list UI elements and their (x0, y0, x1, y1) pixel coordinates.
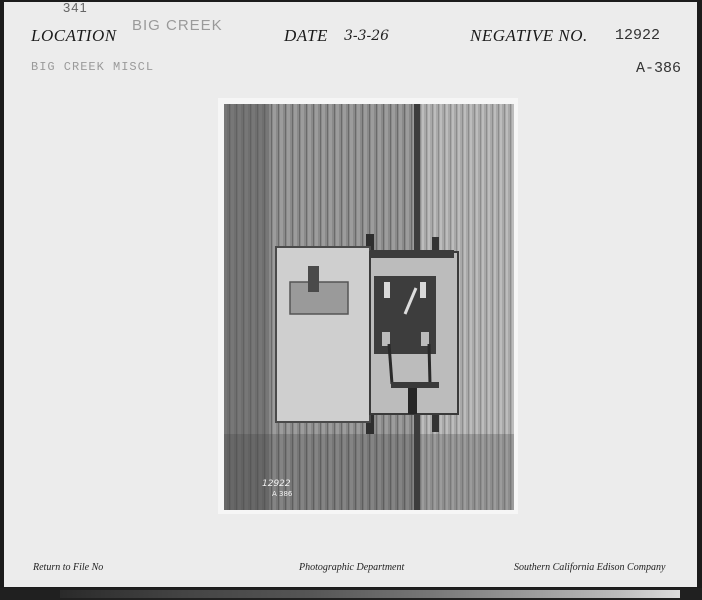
corner-number: 341 (63, 0, 88, 15)
footer-return-to-file: Return to File No (33, 562, 104, 573)
electrical-switch-box-image (224, 104, 514, 510)
negative-label: NEGATIVE NO. (470, 26, 588, 45)
catalog-number: A-386 (636, 60, 682, 77)
negative-number-caption: 12922 (262, 479, 291, 489)
location-stamp: BIG CREEK (132, 17, 223, 34)
photograph (224, 104, 514, 510)
date-label: DATE (284, 26, 328, 45)
location-label: LOCATION (31, 26, 117, 45)
date-value: 3-3-26 (344, 28, 390, 44)
footer-company: Southern California Edison Company (514, 562, 666, 573)
film-edge-strip (0, 588, 702, 600)
negative-value: 12922 (615, 27, 661, 44)
catalog-code-caption: A 386 (272, 490, 293, 498)
footer-department: Photographic Department (299, 562, 405, 573)
sub-location-stamp: BIG CREEK MISCL (31, 60, 155, 74)
